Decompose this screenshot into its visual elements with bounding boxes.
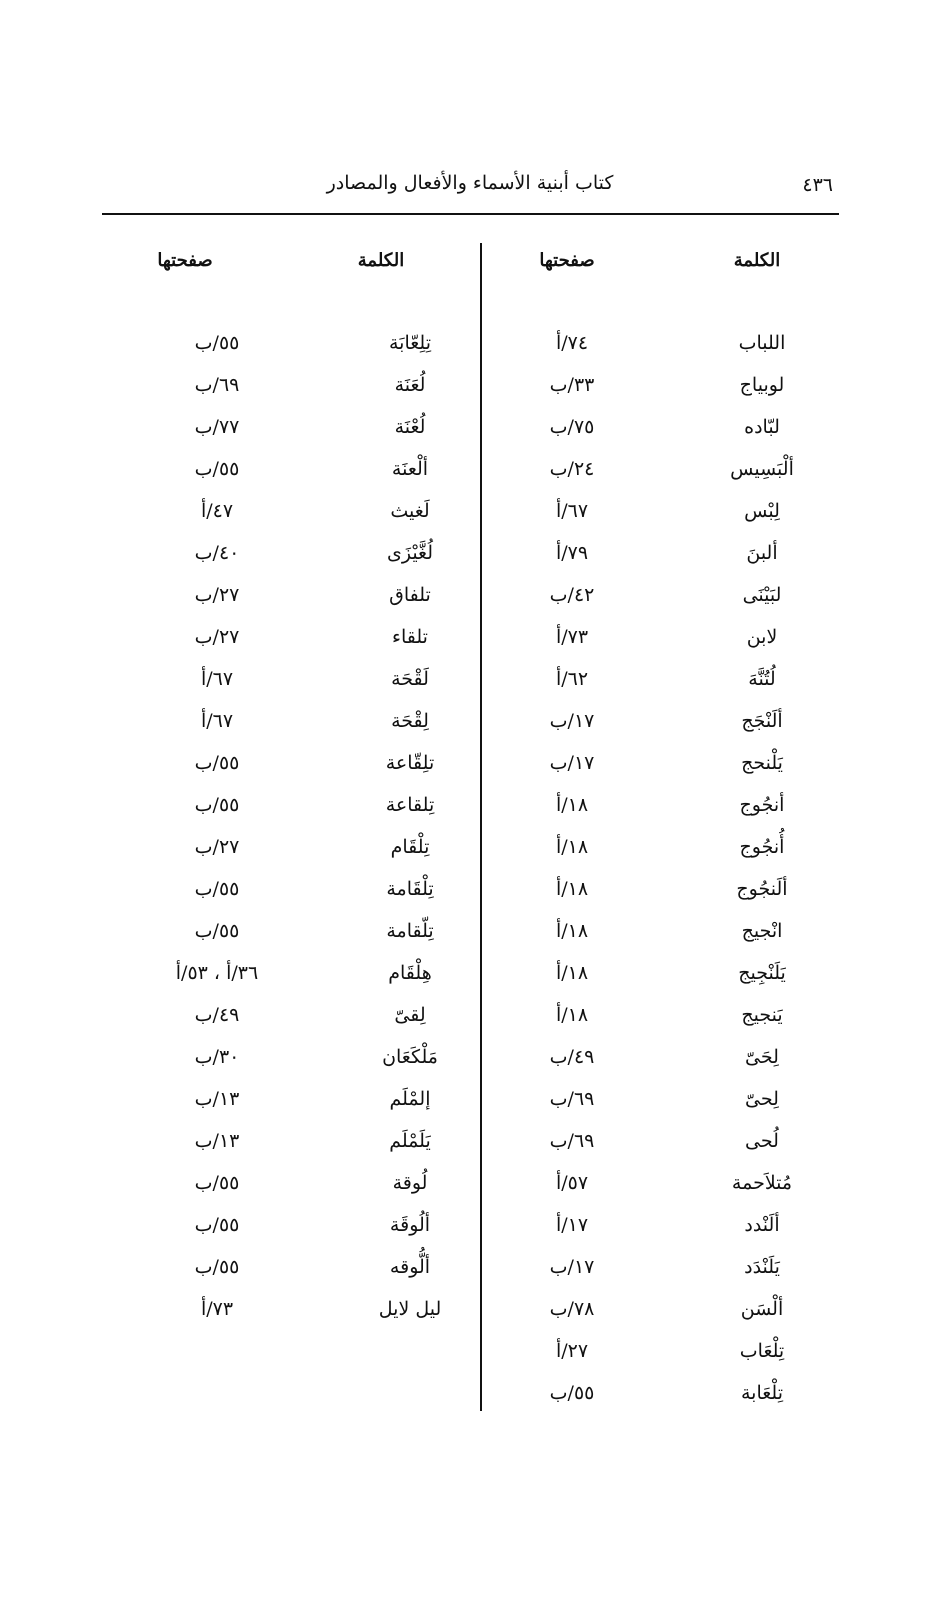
index-word: تلقاء	[392, 626, 428, 648]
index-page-ref: ٢٤/ب	[549, 458, 595, 480]
index-page-ref: ٧٣/أ	[555, 626, 589, 648]
left-index-table	[102, 322, 480, 1330]
index-page-ref: ٧٩/أ	[555, 542, 589, 564]
index-row	[102, 742, 480, 784]
index-word: مَلْكَعَان	[382, 1046, 438, 1068]
index-word: تِلِعّابَة	[388, 332, 431, 354]
index-word: ألُوقَة	[389, 1214, 431, 1236]
index-row	[482, 868, 840, 910]
index-word: يَلْنحج	[741, 752, 783, 774]
index-row	[482, 1246, 840, 1288]
index-word: اللباب	[738, 332, 786, 354]
index-word: ألُّوقه	[389, 1256, 431, 1278]
index-row	[102, 532, 480, 574]
index-page-ref: ١٣/ب	[194, 1088, 240, 1110]
index-row	[482, 1120, 840, 1162]
index-row	[482, 952, 840, 994]
index-row	[102, 448, 480, 490]
index-page-ref: ١٧/ب	[549, 1256, 595, 1278]
index-row	[482, 322, 840, 364]
index-word: لُحى	[745, 1130, 779, 1152]
index-word: لبّاده	[744, 416, 780, 438]
index-page-ref: ١٧/أ	[555, 1214, 589, 1236]
index-row	[102, 1288, 480, 1330]
index-page-ref: ١٨/أ	[555, 836, 589, 858]
index-row	[482, 1288, 840, 1330]
index-row	[102, 616, 480, 658]
index-word: تِلْعَاب	[739, 1340, 785, 1362]
index-page-ref: ٥٥/ب	[194, 794, 240, 816]
index-row	[482, 826, 840, 868]
index-page-ref: ١٨/أ	[555, 794, 589, 816]
index-word: تِلْقَامة	[386, 878, 434, 900]
index-word: لوبياج	[739, 374, 785, 396]
index-page-ref: ٤٩/ب	[194, 1004, 240, 1026]
index-word: ألْعنَة	[391, 458, 429, 480]
index-row	[482, 364, 840, 406]
index-word: يَلَنْدَد	[744, 1256, 780, 1278]
index-row	[102, 1036, 480, 1078]
index-page-ref: ٥٥/ب	[194, 1214, 240, 1236]
index-page-ref: ٦٢/أ	[555, 668, 589, 690]
index-page-ref: ٥٥/ب	[194, 920, 240, 942]
index-word: يَنجيج	[741, 1004, 783, 1026]
index-row	[102, 826, 480, 868]
right-column-word-header: الكلمة	[733, 250, 781, 271]
index-page-ref: ٤٧/أ	[200, 500, 234, 522]
index-row	[482, 448, 840, 490]
index-word: ألبنَ	[746, 542, 778, 564]
index-word: تِلْقَام	[390, 836, 430, 858]
index-word: مُتلاَحمة	[731, 1172, 793, 1194]
index-page-ref: ١٨/أ	[555, 920, 589, 942]
index-word: لبَيْنَى	[742, 584, 782, 606]
left-column-page-header: صفحتها	[157, 250, 213, 271]
index-word: هِلْقَام	[388, 962, 432, 984]
index-row	[102, 1078, 480, 1120]
left-column-word-header: الكلمة	[357, 250, 405, 271]
index-page-ref: ١٣/ب	[194, 1130, 240, 1152]
index-word: لُعْنَة	[394, 416, 426, 438]
index-word: لُوقة	[392, 1172, 428, 1194]
index-page-ref: ٦٩/ب	[549, 1130, 595, 1152]
index-page-ref: ١٨/أ	[555, 962, 589, 984]
right-index-table	[482, 322, 840, 1414]
index-row	[102, 910, 480, 952]
index-word: تلِقّاعة	[385, 752, 435, 774]
index-row	[102, 406, 480, 448]
index-word: ألَنْجَج	[741, 710, 783, 732]
index-row	[482, 1204, 840, 1246]
index-page-ref: ٦٩/ب	[549, 1088, 595, 1110]
index-page-ref: ٥٥/ب	[194, 332, 240, 354]
index-row	[482, 910, 840, 952]
index-row	[102, 322, 480, 364]
index-page-ref: ٤٢/ب	[549, 584, 595, 606]
index-word: ألَنْدد	[744, 1214, 780, 1236]
index-page-ref: ٥٥/ب	[194, 752, 240, 774]
index-row	[482, 742, 840, 784]
page-number: ٤٣٦	[802, 174, 833, 196]
index-row	[482, 700, 840, 742]
index-page-ref: ٧٧/ب	[194, 416, 240, 438]
index-page-ref: ٦٩/ب	[194, 374, 240, 396]
index-row	[482, 1372, 840, 1414]
index-page-ref: ٤٠/ب	[194, 542, 240, 564]
index-row	[482, 490, 840, 532]
index-page-ref: ٢٧/أ	[555, 1340, 589, 1362]
index-row	[102, 1120, 480, 1162]
index-word: لُغَّيْزَى	[386, 542, 434, 564]
index-page-ref: ٢٧/ب	[194, 626, 240, 648]
index-word: لابن	[746, 626, 778, 648]
index-row	[102, 1204, 480, 1246]
index-page-ref: ٥٥/ب	[194, 1256, 240, 1278]
index-row	[482, 784, 840, 826]
index-row	[482, 1078, 840, 1120]
index-row	[482, 616, 840, 658]
index-word: لَقْحَة	[391, 668, 429, 690]
index-page-ref: ٢٧/ب	[194, 836, 240, 858]
index-word: تِلّقامة	[386, 920, 434, 942]
index-page-ref: ٧٥/ب	[549, 416, 595, 438]
index-word: لِقىّ	[394, 1004, 426, 1026]
index-row	[102, 868, 480, 910]
running-header-title: كتاب أبنية الأسماء والأفعال والمصادر	[326, 172, 614, 194]
index-page-ref: ٥٥/ب	[549, 1382, 595, 1404]
index-page-ref: ١٧/ب	[549, 752, 595, 774]
index-word: تِلقاعة	[385, 794, 435, 816]
index-word: تلفاق	[389, 584, 431, 606]
index-row	[102, 1246, 480, 1288]
index-row	[102, 952, 480, 994]
index-row	[102, 490, 480, 532]
index-page-ref: ٥٥/ب	[194, 1172, 240, 1194]
index-word: ألَنجُوج	[736, 878, 788, 900]
index-row	[482, 1330, 840, 1372]
index-row	[102, 994, 480, 1036]
index-row	[482, 574, 840, 616]
index-word: أُنجُوج	[739, 836, 785, 858]
index-word: لِحَىّ	[745, 1046, 779, 1068]
index-word: ألْسَن	[740, 1298, 784, 1320]
index-row	[482, 1036, 840, 1078]
header-rule	[102, 213, 839, 215]
index-word: ألْبَسِيس	[730, 458, 794, 480]
index-word: يَلَنْجِيج	[738, 962, 786, 984]
index-row	[482, 658, 840, 700]
index-word: إلمْلَم	[389, 1088, 431, 1110]
index-word: لَغيث	[390, 500, 430, 522]
index-row	[102, 1162, 480, 1204]
index-word: لِقْحَة	[391, 710, 429, 732]
index-page-ref: ٣٠/ب	[194, 1046, 240, 1068]
index-row	[482, 406, 840, 448]
index-row	[482, 994, 840, 1036]
index-page-ref: ٧٤/أ	[555, 332, 589, 354]
index-row	[102, 700, 480, 742]
index-word: أنجُوج	[739, 794, 785, 816]
index-word: يَلَمْلَم	[389, 1130, 431, 1152]
index-page-ref: ١٨/أ	[555, 878, 589, 900]
index-page-ref: ٦٧/أ	[200, 668, 234, 690]
index-word: لِبْس	[744, 500, 780, 522]
index-page-ref: ٥٥/ب	[194, 878, 240, 900]
index-page-ref: ٧٣/أ	[200, 1298, 234, 1320]
index-page-ref: ٥٧/أ	[555, 1172, 589, 1194]
index-word: ليل لايل	[378, 1298, 442, 1320]
index-row	[102, 574, 480, 616]
index-page-ref: ١٨/أ	[555, 1004, 589, 1026]
index-row	[102, 784, 480, 826]
index-row	[102, 364, 480, 406]
index-page-ref: ٧٨/ب	[549, 1298, 595, 1320]
index-page-ref: ٣٦/أ ، ٥٣/أ	[175, 962, 259, 984]
index-page-ref: ٦٧/أ	[200, 710, 234, 732]
index-page-ref: ٤٩/ب	[549, 1046, 595, 1068]
index-row	[482, 1162, 840, 1204]
index-word: لُعَنَة	[394, 374, 426, 396]
index-word: انْجيج	[741, 920, 783, 942]
index-page-ref: ١٧/ب	[549, 710, 595, 732]
index-page-ref: ٥٥/ب	[194, 458, 240, 480]
index-row	[102, 658, 480, 700]
index-page-ref: ٣٣/ب	[549, 374, 595, 396]
index-row	[482, 532, 840, 574]
index-page-ref: ٦٧/أ	[555, 500, 589, 522]
index-page-ref: ٢٧/ب	[194, 584, 240, 606]
index-word: لُتُنَّهَ	[748, 668, 776, 690]
index-word: لِحىّ	[745, 1088, 779, 1110]
index-word: تِلْعَابة	[740, 1382, 783, 1404]
right-column-page-header: صفحتها	[539, 250, 595, 271]
